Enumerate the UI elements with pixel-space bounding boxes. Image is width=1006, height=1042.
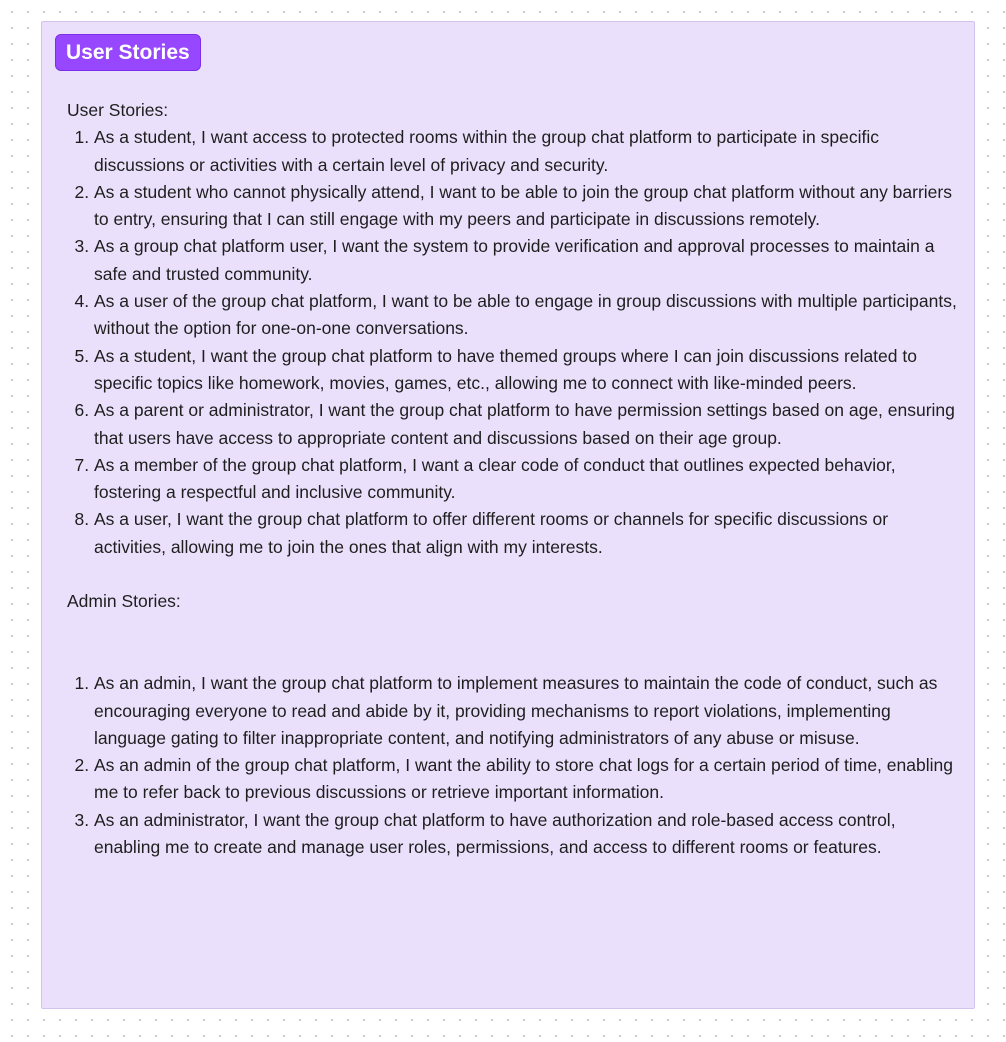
- sticky-note-card[interactable]: [41, 21, 975, 1009]
- user-story-item: 3. As a group chat platform user, I want the system to provide verification and approval processes to maintain a safe and trusted community.: [94, 233, 957, 288]
- admin-story-item: 1. As an admin, I want the group chat platform to implement measures to maintain the code of conduct, such as encouraging everyone to read and abide by it, providing mechanisms to report violations, implementing language gating to filter inappropriate content, and notifying administrators of any abuse or misuse.: [94, 670, 957, 752]
- card-content[interactable]: [67, 97, 957, 861]
- section-spacer: [67, 561, 957, 588]
- card-title-tag[interactable]: User Stories: [55, 34, 201, 71]
- user-story-item: 4. As a user of the group chat platform, I want to be able to engage in group discussions with multiple participants, without the option for one-on-one conversations.: [94, 288, 957, 343]
- admin-stories-list: [67, 670, 957, 861]
- user-story-item: 1. As a student, I want access to protected rooms within the group chat platform to participate in specific discussions or activities with a certain level of privacy and security.: [94, 124, 957, 179]
- user-story-item: 7. As a member of the group chat platform, I want a clear code of conduct that outlines expected behavior, fostering a respectful and inclusive community.: [94, 452, 957, 507]
- admin-stories-heading: Admin Stories:: [67, 591, 181, 612]
- user-stories-list: [67, 124, 957, 561]
- admin-story-item: 3. As an administrator, I want the group chat platform to have authorization and role-based access control, enabling me to create and manage user roles, permissions, and access to different rooms or features.: [94, 807, 957, 862]
- section-spacer: [67, 616, 957, 671]
- user-story-item: 6. As a parent or administrator, I want the group chat platform to have permission settings based on age, ensuring that users have access to appropriate content and discussions based on their age group.: [94, 397, 957, 452]
- admin-story-item: 2. As an admin of the group chat platform, I want the ability to store chat logs for a certain period of time, enabling me to refer back to previous discussions or retrieve important information.: [94, 752, 957, 807]
- user-story-item: 2. As a student who cannot physically attend, I want to be able to join the group chat platform without any barriers to entry, ensuring that I can still engage with my peers and participate in discussions remotely.: [94, 179, 957, 234]
- user-story-item: 5. As a student, I want the group chat platform to have themed groups where I can join discussions related to specific topics like homework, movies, games, etc., allowing me to connect with like-minded peers.: [94, 343, 957, 398]
- user-story-item: 8. As a user, I want the group chat platform to offer different rooms or channels for specific discussions or activities, allowing me to join the ones that align with my interests.: [94, 506, 957, 561]
- user-stories-heading: User Stories:: [67, 100, 169, 120]
